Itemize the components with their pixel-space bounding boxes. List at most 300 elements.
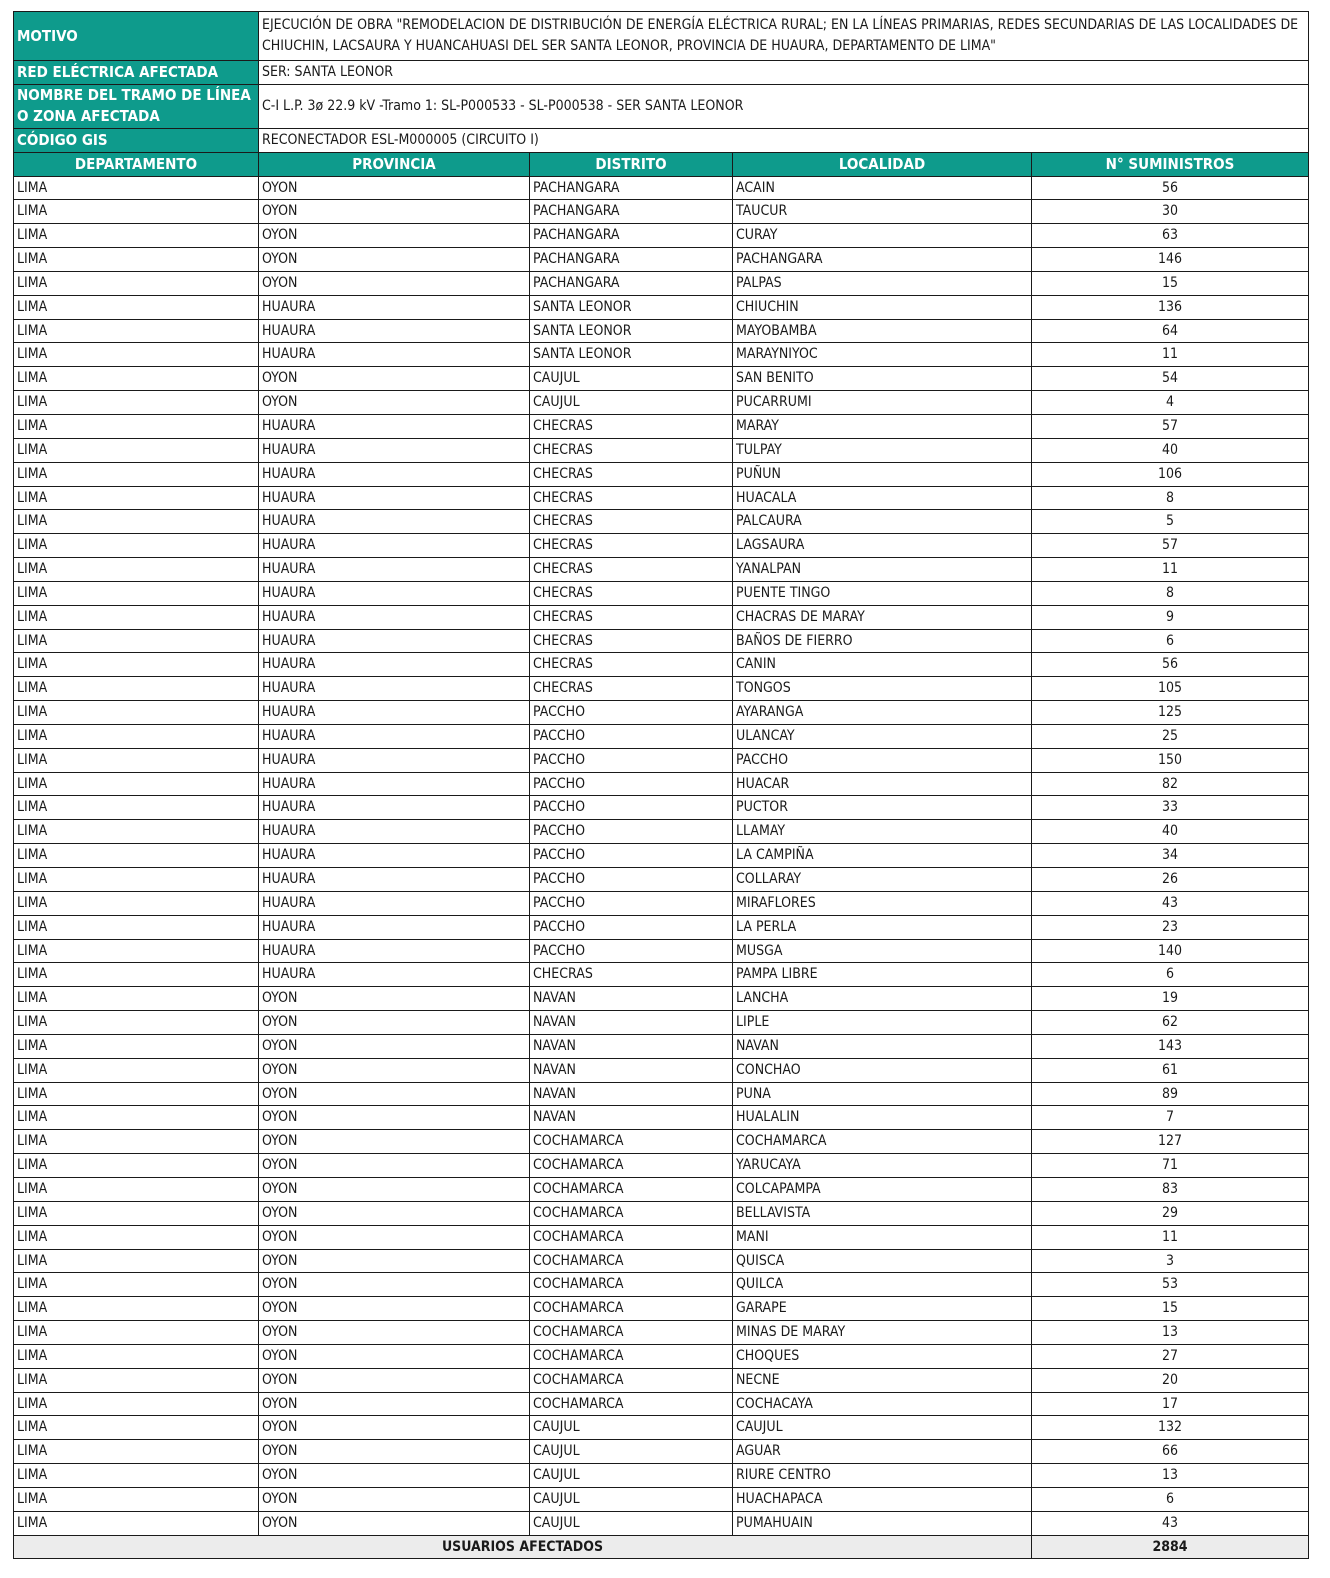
- distrito-cell: CAUJUL: [530, 1511, 733, 1535]
- table-row: [14, 1177, 1309, 1201]
- provincia-cell: OYON: [259, 1297, 530, 1321]
- distrito-cell: CHECRAS: [530, 534, 733, 558]
- departamento-cell: LIMA: [14, 414, 259, 438]
- departamento-cell: LIMA: [14, 1440, 259, 1464]
- table-row: [14, 1106, 1309, 1130]
- table-row: [14, 248, 1309, 272]
- localidad-cell: PACCHO: [733, 748, 1032, 772]
- provincia-cell: HUAURA: [259, 868, 530, 892]
- table-row: [14, 701, 1309, 725]
- distrito-cell: COCHAMARCA: [530, 1130, 733, 1154]
- distrito-cell: COCHAMARCA: [530, 1344, 733, 1368]
- localidad-cell: COCHAMARCA: [733, 1130, 1032, 1154]
- table-row: [14, 295, 1309, 319]
- distrito-cell: PACCHO: [530, 796, 733, 820]
- provincia-cell: OYON: [259, 1177, 530, 1201]
- provincia-cell: HUAURA: [259, 462, 530, 486]
- provincia-cell: HUAURA: [259, 629, 530, 653]
- suministros-cell: 26: [1032, 868, 1309, 892]
- suministros-cell: 8: [1032, 581, 1309, 605]
- departamento-cell: LIMA: [14, 915, 259, 939]
- departamento-cell: LIMA: [14, 558, 259, 582]
- distrito-cell: CAUJUL: [530, 1464, 733, 1488]
- distrito-cell: PACCHO: [530, 915, 733, 939]
- distrito-cell: COCHAMARCA: [530, 1273, 733, 1297]
- table-row: [14, 1249, 1309, 1273]
- suministros-cell: 146: [1032, 248, 1309, 272]
- suministros-cell: 4: [1032, 391, 1309, 415]
- localidad-cell: SAN BENITO: [733, 367, 1032, 391]
- provincia-cell: OYON: [259, 1249, 530, 1273]
- tramo-value: C-I L.P. 3ø 22.9 kV -Tramo 1: SL-P000533 - SL-P000538 - SER SANTA LEONOR: [259, 84, 1309, 128]
- provincia-cell: HUAURA: [259, 486, 530, 510]
- distrito-cell: PACHANGARA: [530, 200, 733, 224]
- distrito-cell: PACHANGARA: [530, 271, 733, 295]
- table-row: [14, 319, 1309, 343]
- suministros-cell: 17: [1032, 1392, 1309, 1416]
- table-row: [14, 820, 1309, 844]
- provincia-cell: OYON: [259, 367, 530, 391]
- departamento-cell: LIMA: [14, 891, 259, 915]
- provincia-cell: OYON: [259, 1034, 530, 1058]
- localidad-cell: MIRAFLORES: [733, 891, 1032, 915]
- distrito-cell: CAUJUL: [530, 367, 733, 391]
- red-row: [14, 61, 1309, 85]
- provincia-cell: OYON: [259, 1273, 530, 1297]
- provincia-cell: OYON: [259, 248, 530, 272]
- localidad-cell: MINAS DE MARAY: [733, 1321, 1032, 1345]
- departamento-cell: LIMA: [14, 581, 259, 605]
- suministros-cell: 9: [1032, 605, 1309, 629]
- departamento-cell: LIMA: [14, 629, 259, 653]
- suministros-cell: 62: [1032, 1011, 1309, 1035]
- provincia-cell: OYON: [259, 1392, 530, 1416]
- suministros-cell: 71: [1032, 1154, 1309, 1178]
- provincia-cell: HUAURA: [259, 343, 530, 367]
- table-row: [14, 796, 1309, 820]
- table-row: [14, 772, 1309, 796]
- localidad-cell: CANIN: [733, 653, 1032, 677]
- suministros-cell: 15: [1032, 271, 1309, 295]
- provincia-cell: HUAURA: [259, 438, 530, 462]
- table-row: [14, 534, 1309, 558]
- localidad-cell: PUENTE TINGO: [733, 581, 1032, 605]
- provincia-cell: HUAURA: [259, 772, 530, 796]
- table-row: [14, 844, 1309, 868]
- departamento-cell: LIMA: [14, 271, 259, 295]
- departamento-cell: LIMA: [14, 1464, 259, 1488]
- provincia-cell: HUAURA: [259, 558, 530, 582]
- localidad-cell: RIURE CENTRO: [733, 1464, 1032, 1488]
- provincia-cell: OYON: [259, 1082, 530, 1106]
- departamento-cell: LIMA: [14, 963, 259, 987]
- departamento-cell: LIMA: [14, 1392, 259, 1416]
- distrito-cell: COCHAMARCA: [530, 1249, 733, 1273]
- provincia-cell: OYON: [259, 1440, 530, 1464]
- distrito-cell: PACCHO: [530, 701, 733, 725]
- provincia-cell: OYON: [259, 1130, 530, 1154]
- suministros-cell: 125: [1032, 701, 1309, 725]
- table-row: [14, 1130, 1309, 1154]
- suministros-cell: 30: [1032, 200, 1309, 224]
- departamento-cell: LIMA: [14, 987, 259, 1011]
- suministros-cell: 11: [1032, 558, 1309, 582]
- table-row: [14, 367, 1309, 391]
- localidad-cell: PACHANGARA: [733, 248, 1032, 272]
- departamento-cell: LIMA: [14, 1082, 259, 1106]
- departamento-cell: LIMA: [14, 653, 259, 677]
- provincia-cell: HUAURA: [259, 820, 530, 844]
- distrito-cell: COCHAMARCA: [530, 1177, 733, 1201]
- departamento-cell: LIMA: [14, 248, 259, 272]
- departamento-cell: LIMA: [14, 176, 259, 200]
- departamento-cell: LIMA: [14, 1297, 259, 1321]
- departamento-cell: LIMA: [14, 391, 259, 415]
- provincia-cell: HUAURA: [259, 748, 530, 772]
- localidad-cell: COLCAPAMPA: [733, 1177, 1032, 1201]
- table-row: [14, 200, 1309, 224]
- distrito-cell: COCHAMARCA: [530, 1154, 733, 1178]
- column-header-departamento: DEPARTAMENTO: [14, 152, 259, 176]
- departamento-cell: LIMA: [14, 510, 259, 534]
- distrito-cell: COCHAMARCA: [530, 1225, 733, 1249]
- suministros-cell: 105: [1032, 677, 1309, 701]
- localidad-cell: ACAIN: [733, 176, 1032, 200]
- distrito-cell: PACCHO: [530, 748, 733, 772]
- distrito-cell: COCHAMARCA: [530, 1392, 733, 1416]
- table-row: [14, 1273, 1309, 1297]
- total-value: 2884: [1032, 1535, 1309, 1559]
- localidad-cell: COLLARAY: [733, 868, 1032, 892]
- suministros-cell: 63: [1032, 224, 1309, 248]
- table-row: [14, 677, 1309, 701]
- departamento-cell: LIMA: [14, 701, 259, 725]
- localidad-cell: PUMAHUAIN: [733, 1511, 1032, 1535]
- motivo-row: [14, 12, 1309, 61]
- distrito-cell: COCHAMARCA: [530, 1297, 733, 1321]
- distrito-cell: CHECRAS: [530, 629, 733, 653]
- localidad-cell: MARAY: [733, 414, 1032, 438]
- suministros-cell: 140: [1032, 939, 1309, 963]
- suministros-cell: 33: [1032, 796, 1309, 820]
- departamento-cell: LIMA: [14, 1368, 259, 1392]
- departamento-cell: LIMA: [14, 844, 259, 868]
- table-row: [14, 1297, 1309, 1321]
- provincia-cell: OYON: [259, 1464, 530, 1488]
- suministros-cell: 6: [1032, 629, 1309, 653]
- column-header-provincia: PROVINCIA: [259, 152, 530, 176]
- distrito-cell: CHECRAS: [530, 581, 733, 605]
- departamento-cell: LIMA: [14, 1416, 259, 1440]
- departamento-cell: LIMA: [14, 1106, 259, 1130]
- table-row: [14, 748, 1309, 772]
- provincia-cell: HUAURA: [259, 939, 530, 963]
- departamento-cell: LIMA: [14, 367, 259, 391]
- provincia-cell: OYON: [259, 1487, 530, 1511]
- localidad-cell: LA PERLA: [733, 915, 1032, 939]
- table-row: [14, 1344, 1309, 1368]
- table-row: [14, 653, 1309, 677]
- table-row: [14, 891, 1309, 915]
- tramo-row: [14, 84, 1309, 128]
- departamento-cell: LIMA: [14, 1487, 259, 1511]
- localidad-cell: MARAYNIYOC: [733, 343, 1032, 367]
- departamento-cell: LIMA: [14, 820, 259, 844]
- distrito-cell: CAUJUL: [530, 391, 733, 415]
- distrito-cell: CHECRAS: [530, 963, 733, 987]
- departamento-cell: LIMA: [14, 295, 259, 319]
- suministros-cell: 29: [1032, 1201, 1309, 1225]
- departamento-cell: LIMA: [14, 605, 259, 629]
- provincia-cell: HUAURA: [259, 414, 530, 438]
- distrito-cell: NAVAN: [530, 1058, 733, 1082]
- distrito-cell: PACCHO: [530, 772, 733, 796]
- localidad-cell: HUACAR: [733, 772, 1032, 796]
- table-row: [14, 391, 1309, 415]
- distrito-cell: CHECRAS: [530, 486, 733, 510]
- localidad-cell: YANALPAN: [733, 558, 1032, 582]
- localidad-cell: PUCARRUMI: [733, 391, 1032, 415]
- table-row: [14, 581, 1309, 605]
- table-row: [14, 510, 1309, 534]
- suministros-cell: 25: [1032, 724, 1309, 748]
- departamento-cell: LIMA: [14, 224, 259, 248]
- table-row: [14, 224, 1309, 248]
- distrito-cell: PACHANGARA: [530, 248, 733, 272]
- departamento-cell: LIMA: [14, 1130, 259, 1154]
- provincia-cell: OYON: [259, 1154, 530, 1178]
- localidad-cell: AYARANGA: [733, 701, 1032, 725]
- suministros-cell: 13: [1032, 1321, 1309, 1345]
- total-label: USUARIOS AFECTADOS: [14, 1535, 1032, 1559]
- localidad-cell: LIPLE: [733, 1011, 1032, 1035]
- suministros-cell: 23: [1032, 915, 1309, 939]
- localidad-cell: TAUCUR: [733, 200, 1032, 224]
- localidad-cell: HUACHAPACA: [733, 1487, 1032, 1511]
- table-row: [14, 176, 1309, 200]
- suministros-cell: 82: [1032, 772, 1309, 796]
- table-row: [14, 1225, 1309, 1249]
- distrito-cell: SANTA LEONOR: [530, 343, 733, 367]
- table-row: [14, 343, 1309, 367]
- departamento-cell: LIMA: [14, 343, 259, 367]
- table-row: [14, 1440, 1309, 1464]
- departamento-cell: LIMA: [14, 1034, 259, 1058]
- localidad-cell: LANCHA: [733, 987, 1032, 1011]
- table-row: [14, 1034, 1309, 1058]
- distrito-cell: CHECRAS: [530, 653, 733, 677]
- column-header-suministros: N° SUMINISTROS: [1032, 152, 1309, 176]
- suministros-cell: 34: [1032, 844, 1309, 868]
- departamento-cell: LIMA: [14, 724, 259, 748]
- table-row: [14, 629, 1309, 653]
- departamento-cell: LIMA: [14, 1511, 259, 1535]
- departamento-cell: LIMA: [14, 939, 259, 963]
- suministros-cell: 89: [1032, 1082, 1309, 1106]
- provincia-cell: HUAURA: [259, 963, 530, 987]
- distrito-cell: CHECRAS: [530, 414, 733, 438]
- localidad-cell: TULPAY: [733, 438, 1032, 462]
- localidad-cell: CURAY: [733, 224, 1032, 248]
- table-row: [14, 1082, 1309, 1106]
- suministros-cell: 64: [1032, 319, 1309, 343]
- affected-users-table: [13, 11, 1309, 1559]
- table-row: [14, 1154, 1309, 1178]
- localidad-cell: AGUAR: [733, 1440, 1032, 1464]
- provincia-cell: OYON: [259, 1321, 530, 1345]
- suministros-cell: 136: [1032, 295, 1309, 319]
- localidad-cell: MAYOBAMBA: [733, 319, 1032, 343]
- distrito-cell: NAVAN: [530, 1106, 733, 1130]
- suministros-cell: 7: [1032, 1106, 1309, 1130]
- gis-value: RECONECTADOR ESL-M000005 (CIRCUITO I): [259, 128, 1309, 152]
- localidad-cell: MANI: [733, 1225, 1032, 1249]
- provincia-cell: HUAURA: [259, 796, 530, 820]
- departamento-cell: LIMA: [14, 1273, 259, 1297]
- distrito-cell: PACHANGARA: [530, 224, 733, 248]
- localidad-cell: LLAMAY: [733, 820, 1032, 844]
- table-row: [14, 1487, 1309, 1511]
- suministros-cell: 40: [1032, 438, 1309, 462]
- provincia-cell: HUAURA: [259, 581, 530, 605]
- departamento-cell: LIMA: [14, 868, 259, 892]
- column-header-localidad: LOCALIDAD: [733, 152, 1032, 176]
- localidad-cell: PALCAURA: [733, 510, 1032, 534]
- suministros-cell: 43: [1032, 891, 1309, 915]
- localidad-cell: LAGSAURA: [733, 534, 1032, 558]
- departamento-cell: LIMA: [14, 534, 259, 558]
- departamento-cell: LIMA: [14, 1177, 259, 1201]
- motivo-value: EJECUCIÓN DE OBRA "REMODELACION DE DISTRIBUCIÓN DE ENERGÍA ELÉCTRICA RURAL; EN LA LÍNEAS PRIMARIAS, REDES SECUNDARIAS DE LAS LOCALIDADES DE CHIUCHIN, LACSAURA Y HUANCAHUASI DEL SER SANTA LEONOR, PROVINCIA DE HUAURA, DEPARTAMENTO DE LIMA": [259, 12, 1309, 61]
- total-row: [14, 1535, 1309, 1559]
- localidad-cell: CHACRAS DE MARAY: [733, 605, 1032, 629]
- distrito-cell: CHECRAS: [530, 605, 733, 629]
- table-row: [14, 987, 1309, 1011]
- suministros-cell: 54: [1032, 367, 1309, 391]
- localidad-cell: PAMPA LIBRE: [733, 963, 1032, 987]
- provincia-cell: OYON: [259, 391, 530, 415]
- suministros-cell: 15: [1032, 1297, 1309, 1321]
- distrito-cell: PACCHO: [530, 724, 733, 748]
- distrito-cell: CHECRAS: [530, 558, 733, 582]
- departamento-cell: LIMA: [14, 438, 259, 462]
- provincia-cell: OYON: [259, 1511, 530, 1535]
- table-row: [14, 1011, 1309, 1035]
- provincia-cell: OYON: [259, 1058, 530, 1082]
- gis-row: [14, 128, 1309, 152]
- suministros-cell: 6: [1032, 1487, 1309, 1511]
- localidad-cell: COCHACAYA: [733, 1392, 1032, 1416]
- suministros-cell: 40: [1032, 820, 1309, 844]
- suministros-cell: 20: [1032, 1368, 1309, 1392]
- distrito-cell: CHECRAS: [530, 510, 733, 534]
- departamento-cell: LIMA: [14, 1058, 259, 1082]
- provincia-cell: HUAURA: [259, 653, 530, 677]
- localidad-cell: CONCHAO: [733, 1058, 1032, 1082]
- gis-label: CÓDIGO GIS: [14, 128, 259, 152]
- provincia-cell: OYON: [259, 1225, 530, 1249]
- table-row: [14, 1201, 1309, 1225]
- provincia-cell: HUAURA: [259, 844, 530, 868]
- provincia-cell: HUAURA: [259, 510, 530, 534]
- table-row: [14, 462, 1309, 486]
- table-row: [14, 271, 1309, 295]
- distrito-cell: NAVAN: [530, 987, 733, 1011]
- distrito-cell: SANTA LEONOR: [530, 295, 733, 319]
- table-row: [14, 939, 1309, 963]
- departamento-cell: LIMA: [14, 1321, 259, 1345]
- localidad-cell: ULANCAY: [733, 724, 1032, 748]
- suministros-cell: 106: [1032, 462, 1309, 486]
- motivo-label: MOTIVO: [14, 12, 259, 61]
- distrito-cell: PACCHO: [530, 891, 733, 915]
- red-value: SER: SANTA LEONOR: [259, 61, 1309, 85]
- departamento-cell: LIMA: [14, 1201, 259, 1225]
- localidad-cell: PUCTOR: [733, 796, 1032, 820]
- table-row: [14, 724, 1309, 748]
- distrito-cell: PACCHO: [530, 820, 733, 844]
- departamento-cell: LIMA: [14, 748, 259, 772]
- distrito-cell: COCHAMARCA: [530, 1321, 733, 1345]
- table-row: [14, 438, 1309, 462]
- localidad-cell: QUISCA: [733, 1249, 1032, 1273]
- tramo-label: NOMBRE DEL TRAMO DE LÍNEA O ZONA AFECTADA: [14, 84, 259, 128]
- column-header-row: [14, 152, 1309, 176]
- table-row: [14, 605, 1309, 629]
- provincia-cell: HUAURA: [259, 534, 530, 558]
- localidad-cell: CHIUCHIN: [733, 295, 1032, 319]
- localidad-cell: YARUCAYA: [733, 1154, 1032, 1178]
- departamento-cell: LIMA: [14, 486, 259, 510]
- departamento-cell: LIMA: [14, 1344, 259, 1368]
- distrito-cell: CAUJUL: [530, 1487, 733, 1511]
- suministros-cell: 132: [1032, 1416, 1309, 1440]
- table-row: [14, 915, 1309, 939]
- red-label: RED ELÉCTRICA AFECTADA: [14, 61, 259, 85]
- departamento-cell: LIMA: [14, 772, 259, 796]
- table-row: [14, 1321, 1309, 1345]
- localidad-cell: QUILCA: [733, 1273, 1032, 1297]
- localidad-cell: BELLAVISTA: [733, 1201, 1032, 1225]
- departamento-cell: LIMA: [14, 1154, 259, 1178]
- suministros-cell: 66: [1032, 1440, 1309, 1464]
- provincia-cell: HUAURA: [259, 605, 530, 629]
- provincia-cell: OYON: [259, 1344, 530, 1368]
- localidad-cell: HUACALA: [733, 486, 1032, 510]
- distrito-cell: NAVAN: [530, 1034, 733, 1058]
- suministros-cell: 53: [1032, 1273, 1309, 1297]
- table-row: [14, 414, 1309, 438]
- distrito-cell: PACHANGARA: [530, 176, 733, 200]
- localidad-cell: BAÑOS DE FIERRO: [733, 629, 1032, 653]
- provincia-cell: OYON: [259, 1011, 530, 1035]
- table-row: [14, 1392, 1309, 1416]
- distrito-cell: COCHAMARCA: [530, 1368, 733, 1392]
- provincia-cell: OYON: [259, 1201, 530, 1225]
- localidad-cell: PALPAS: [733, 271, 1032, 295]
- suministros-cell: 5: [1032, 510, 1309, 534]
- departamento-cell: LIMA: [14, 1249, 259, 1273]
- distrito-cell: SANTA LEONOR: [530, 319, 733, 343]
- departamento-cell: LIMA: [14, 796, 259, 820]
- distrito-cell: PACCHO: [530, 844, 733, 868]
- provincia-cell: OYON: [259, 1368, 530, 1392]
- departamento-cell: LIMA: [14, 677, 259, 701]
- suministros-cell: 150: [1032, 748, 1309, 772]
- localidad-cell: PUÑUN: [733, 462, 1032, 486]
- suministros-cell: 11: [1032, 343, 1309, 367]
- suministros-cell: 57: [1032, 534, 1309, 558]
